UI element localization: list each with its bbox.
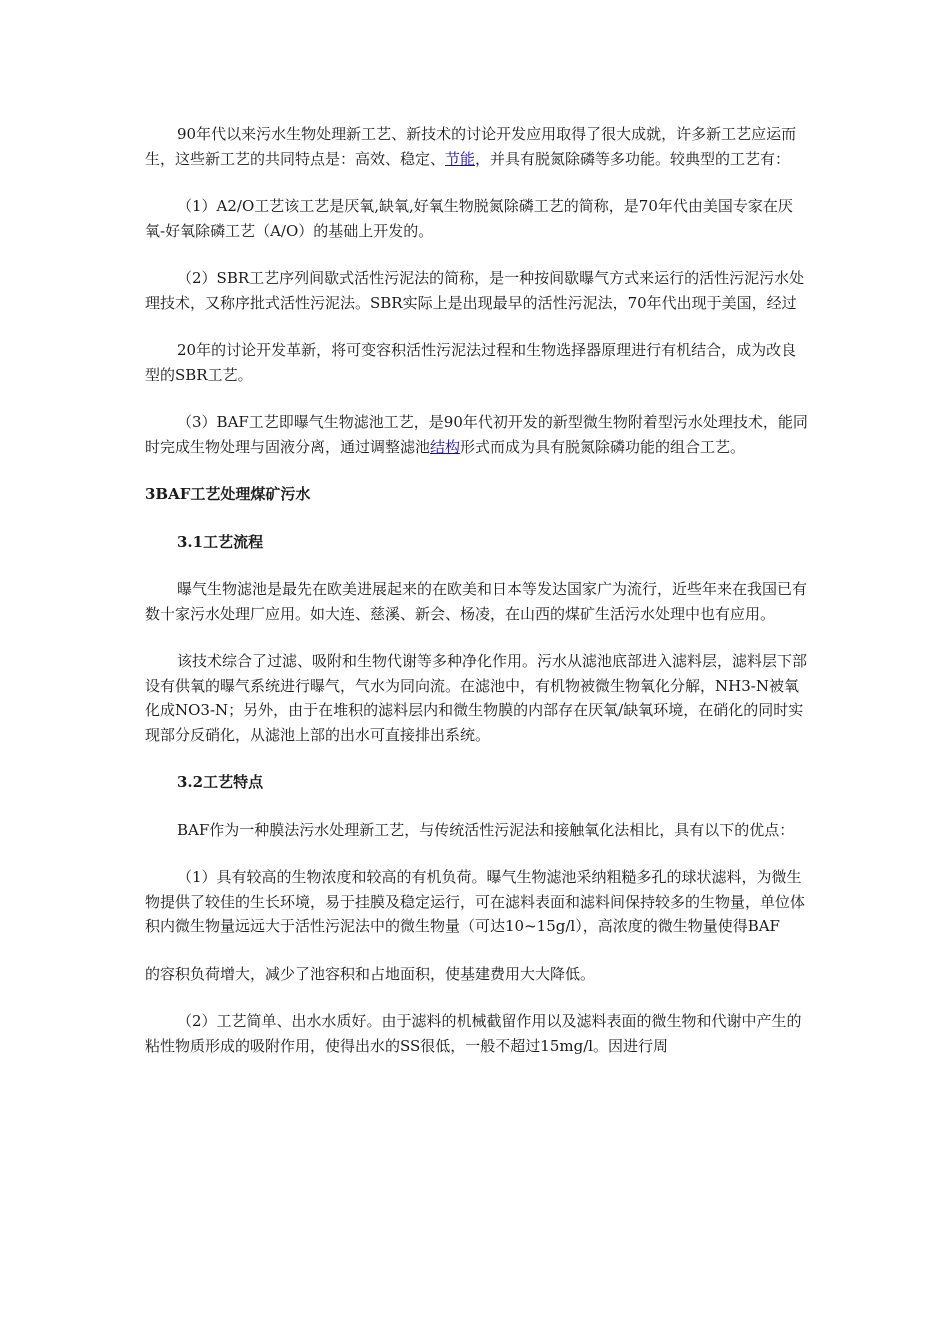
paragraph-text: 形式而成为具有脱氮除磷功能的组合工艺。 [460, 437, 746, 456]
paragraph-advantage-2: （2）工艺简单、出水水质好。由于滤料的机械截留作用以及滤料表面的微生物和代谢中产生的粘性物质形成的吸附作用，使得出水的SS很低，一般不超过15mg/l。因进行周 [145, 1012, 802, 1055]
link-structure[interactable]: 结构 [430, 437, 461, 456]
paragraph-sbr: （2）SBR工艺序列间歇式活性污泥法的简称，是一种按间歇曝气方式来运行的活性污泥污水处理技术，又称序批式活性污泥法。SBR实际上是出现最早的活性污泥法，70年代出现于美国，经过 [145, 269, 805, 312]
paragraph-a2o: （1）A2/O工艺该工艺是厌氧,缺氧,好氧生物脱氮除磷工艺的简称，是70年代由美国专家在厌氧-好氧除磷工艺（A/O）的基础上开发的。 [145, 197, 793, 240]
subsection-heading-3-2: 3.2工艺特点 [177, 773, 264, 791]
paragraph-baf-history: 曝气生物滤池是最先在欧美进展起来的在欧美和日本等发达国家广为流行，近些年来在我国已有数十家污水处理厂应用。如大连、慈溪、新会、杨凌，在山西的煤矿生活污水处理中也有应用。 [145, 580, 808, 623]
paragraph-advantages-intro: BAF作为一种膜法污水处理新工艺，与传统活性污泥法和接触氧化法相比，具有以下的优点： [177, 820, 795, 839]
paragraph-text: （3）BAF工艺即曝气生物滤池工艺，是90年代初开发的新型微生物附着型污水处理技术，能同时完成生物处理与固液分离，通过调整滤池 [145, 413, 808, 456]
paragraph-advantage-1: （1）具有较高的生物浓度和较高的有机负荷。曝气生物滤池采纳粗糙多孔的球状滤料，为微生物提供了较佳的生长环境，易于挂膜及稳定运行，可在滤料表面和滤料间保持较多的生物量，单位体积内微生物量远远大于活性污泥法中的微生物量（可达10~15g/l），高浓度的微生物量使得BAF [145, 868, 806, 935]
paragraph-intro [145, 122, 810, 171]
section-heading-3: 3BAF工艺处理煤矿污水 [145, 485, 311, 503]
link-energy-saving[interactable]: 节能 [445, 149, 476, 168]
paragraph-baf [145, 410, 810, 459]
paragraph-text: 90年代以来污水生物处理新工艺、新技术的讨论开发应用取得了很大成就，许多新工艺应运而生，这些新工艺的共同特点是：高效、稳定、 [145, 125, 797, 168]
subsection-heading-3-1: 3.1工艺流程 [177, 532, 264, 551]
paragraph-text: ，并具有脱氮除磷等多功能。较典型的工艺有： [475, 149, 791, 168]
paragraph-advantage-1-continued: 的容积负荷增大，减少了池容积和占地面积，使基建费用大大降低。 [145, 964, 596, 983]
document-body [145, 122, 810, 1081]
paragraph-sbr-continued: 20年的讨论开发革新，将可变容积活性污泥法过程和生物选择器原理进行有机结合，成为改良型的SBR工艺。 [145, 341, 797, 384]
paragraph-baf-mechanism: 该技术综合了过滤、吸附和生物代谢等多种净化作用。污水从滤池底部进入滤料层，滤料层下部设有供氧的曝气系统进行曝气，气水为同向流。在滤池中，有机物被微生物氧化分解，NH3-N被氧化成NO3-N；另外，由于在堆积的滤料层内和微生物膜的内部存在厌氧/缺氧环境，在硝化的同时实现部分反硝化，从滤池上部的出水可直接排出系统。 [145, 652, 808, 744]
